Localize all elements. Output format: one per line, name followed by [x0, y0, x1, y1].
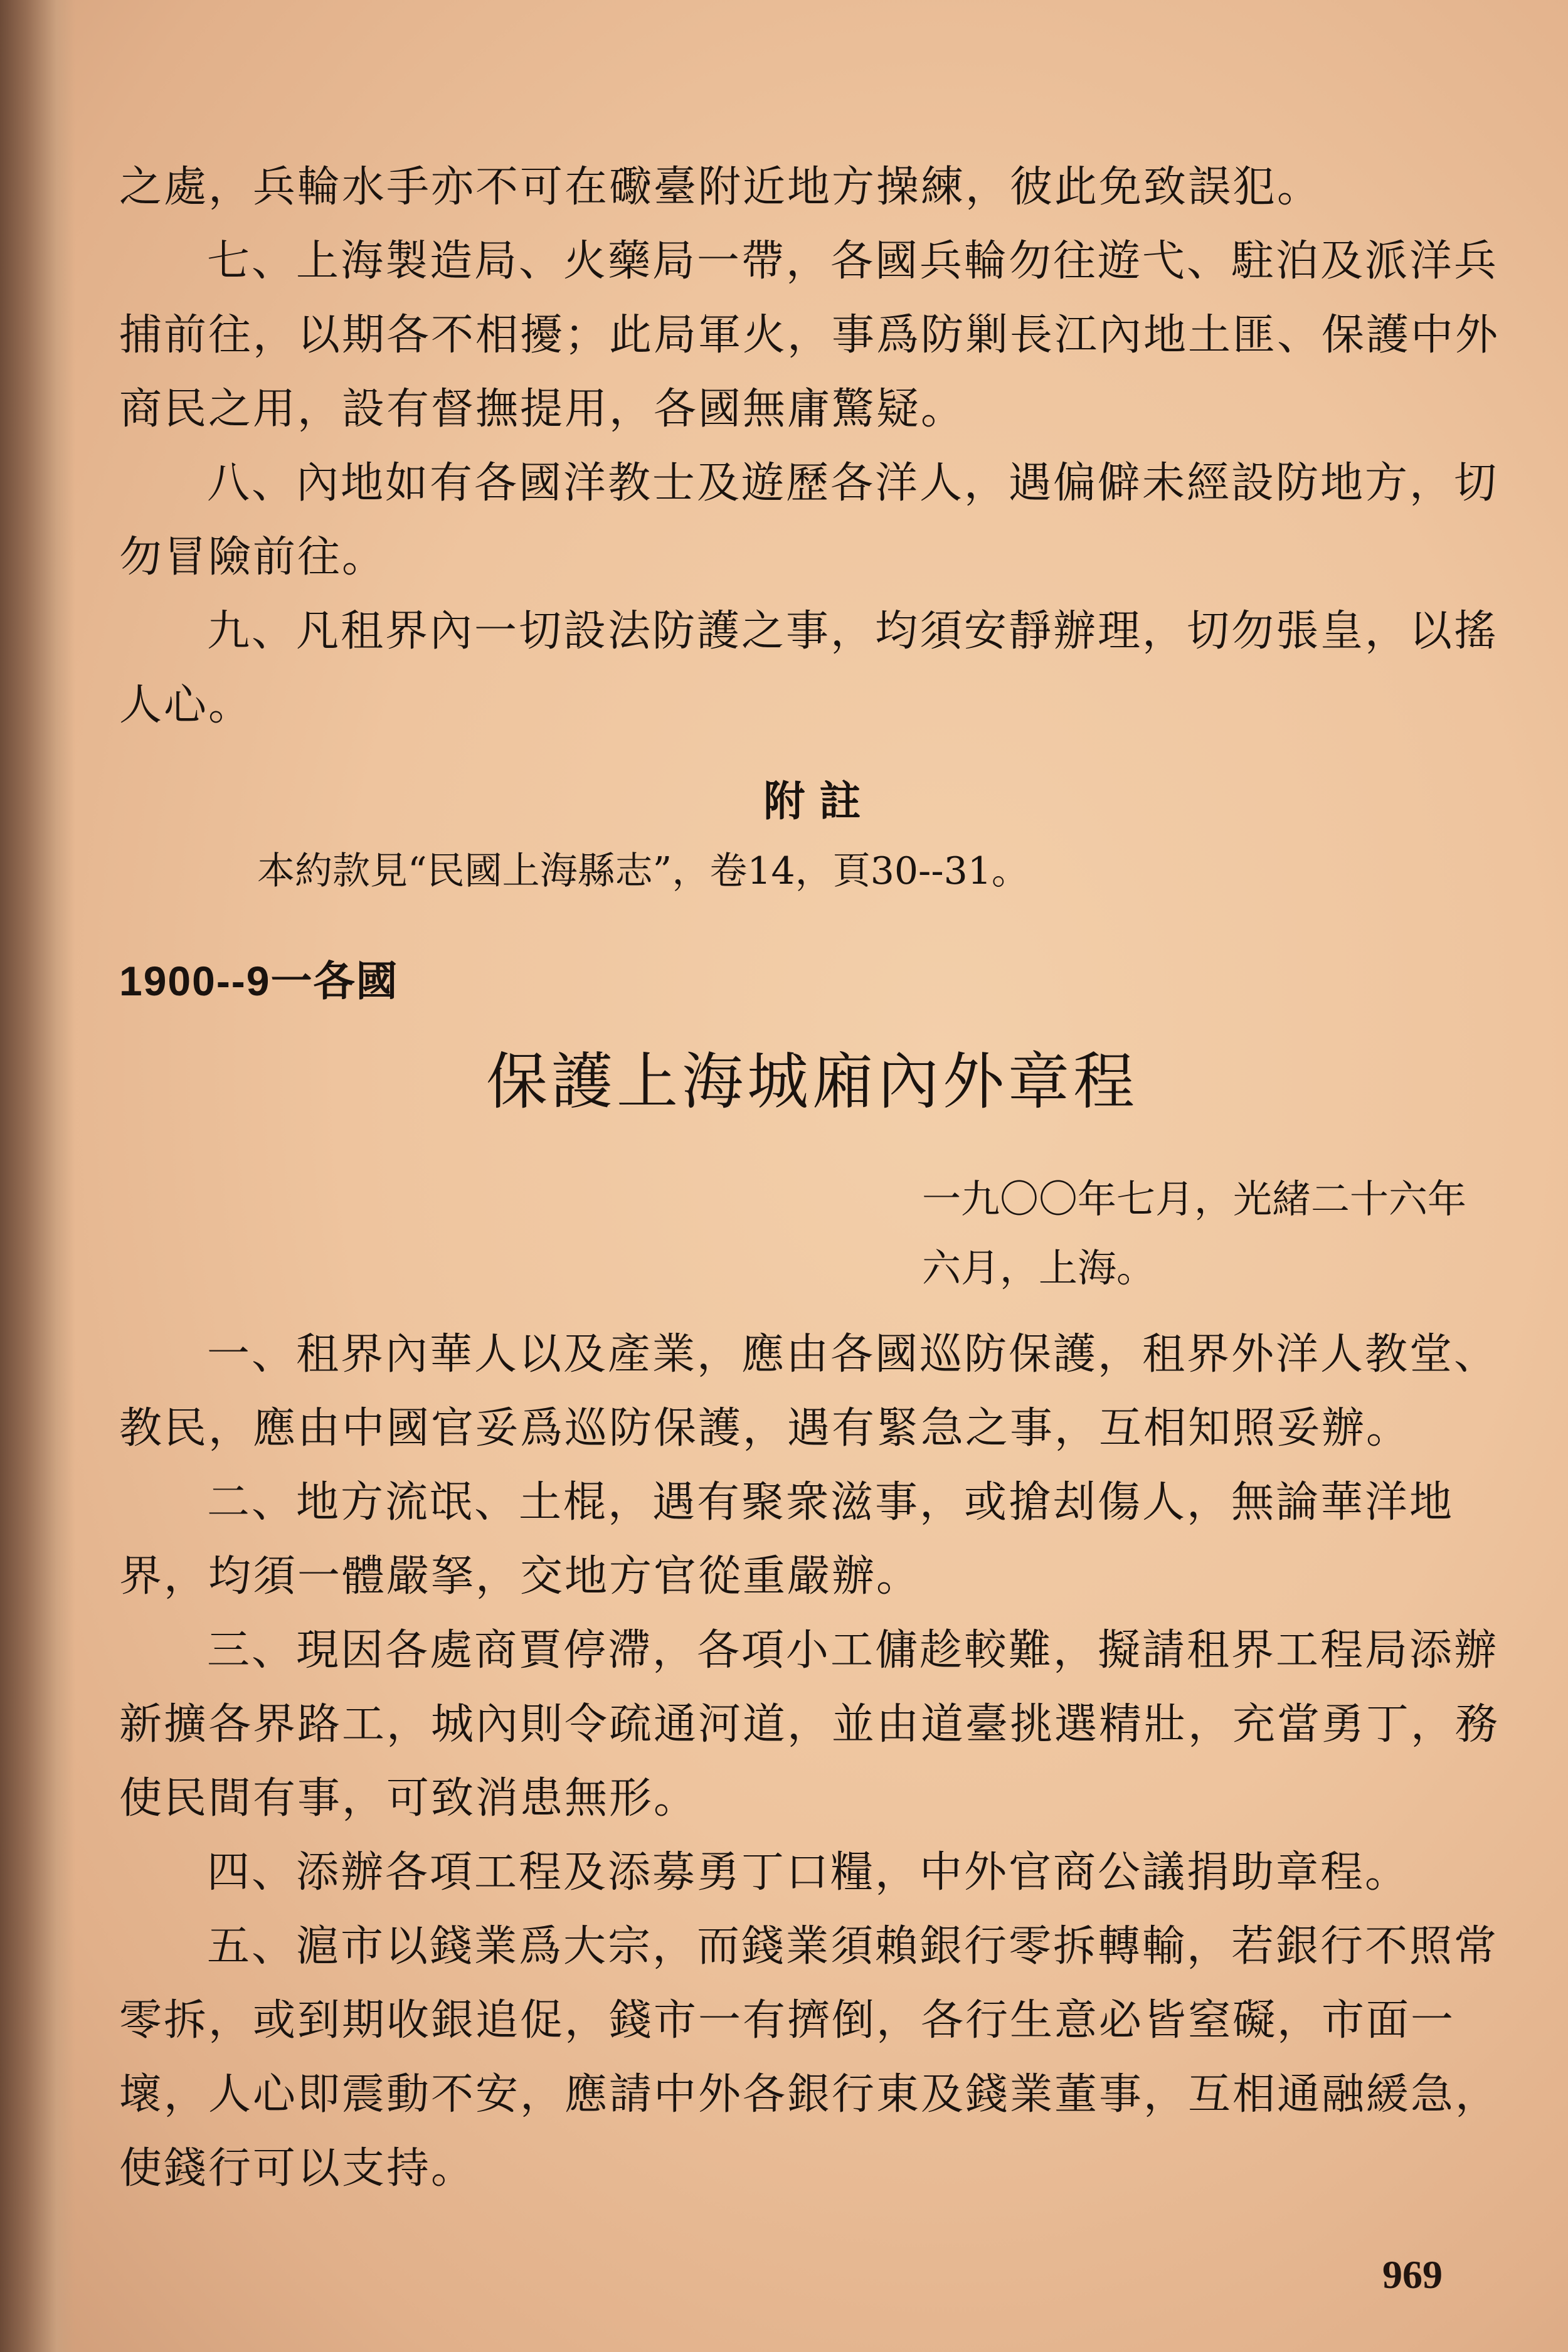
- date-line-2: 六月，上海。: [922, 1245, 1156, 1291]
- page-content: [119, 151, 1505, 2206]
- page-number: 969: [1382, 2252, 1443, 2297]
- entry-id: 1900--9一各國: [119, 958, 399, 1004]
- article-2: 二、地方流氓、土棍，遇有聚衆滋事，或搶刦傷人，無論華洋地界，均須一體嚴拏，交地方官從重嚴辦。: [119, 1478, 1454, 1601]
- note-heading: 附 註: [763, 776, 861, 825]
- article-1: 一、租界內華人以及產業，應由各國巡防保護，租界外洋人教堂、教民，應由中國官妥爲巡防保護，遇有緊急之事，互相知照妥辦。: [119, 1330, 1499, 1453]
- clause-9: 九、凡租界內一切設法防護之事，均須安靜辦理，切勿張皇，以搖人心。: [119, 607, 1499, 730]
- article-3: 三、現因各處商賈停滯，各項小工傭趁較難，擬請租界工程局添辦新擴各界路工，城內則令疏通河道，並由道臺挑選精壯，充當勇丁，務使民間有事，可致消患無形。: [119, 1626, 1500, 1823]
- article-5: 五、滬市以錢業爲大宗，而錢業須賴銀行零拆轉輸，若銀行不照常零拆，或到期收銀追促，錢市一有擠倒，各行生意必皆窒礙，市面一壞，人心即震動不安，應請中外各銀行東及錢業董事，互相通融緩急，使錢行可以支持。: [119, 1922, 1500, 2193]
- paragraph-continuation: 之處，兵輪水手亦不可在礮臺附近地方操練，彼此免致誤犯。: [119, 162, 1322, 212]
- date-line-1: 一九〇〇年七月，光緒二十六年: [922, 1176, 1467, 1222]
- clause-7: 七、上海製造局、火藥局一帶，各國兵輪勿往遊弋、駐泊及派洋兵捕前往，以期各不相擾；此局軍火，事爲防剿長江內地土匪、保護中外商民之用，設有督撫提用，各國無庸驚疑。: [119, 236, 1500, 434]
- date-block: [922, 1165, 1505, 1303]
- clause-8: 八、內地如有各國洋教士及遊歷各洋人，遇偏僻未經設防地方，切勿冒險前往。: [119, 458, 1499, 582]
- article-4: 四、添辦各項工程及添募勇丁口糧，中外官商公議捐助章程。: [207, 1848, 1410, 1897]
- book-gutter-shadow: [0, 0, 75, 2352]
- document-title: 保護上海城廂內外章程: [485, 1046, 1138, 1118]
- note-text: 本約款見“民國上海縣志”，卷14，頁30--31。: [257, 849, 1029, 893]
